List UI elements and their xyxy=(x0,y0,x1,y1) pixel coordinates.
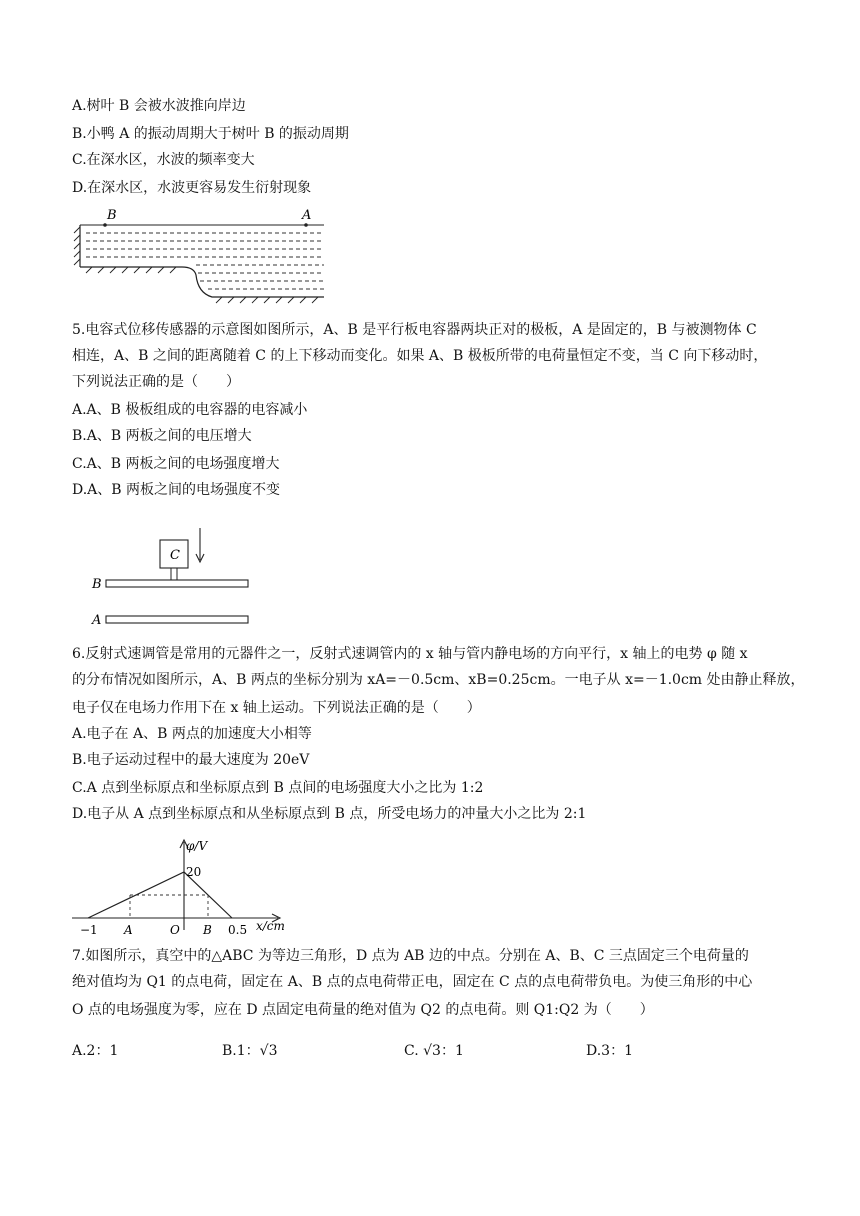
q5-option-b: B.A、B 两板之间的电压增大 xyxy=(72,428,252,444)
q7-stem-line-1: 7.如图所示，真空中的△ABC 为等边三角形，D 点为 AB 边的中点。分别在 A、B、C 三点固定三个电荷量的 xyxy=(72,948,749,964)
q4-option-c: C.在深水区，水波的频率变大 xyxy=(72,152,255,168)
q5-option-a: A.A、B 极板组成的电容器的电容减小 xyxy=(72,402,308,418)
plate-b xyxy=(106,580,248,587)
q5-stem-line-2: 相连，A、B 之间的距离随着 C 的上下移动而变化。如果 A、B 极板所带的电荷量恒定不变，当 C 向下移动时， xyxy=(72,348,768,364)
water-wave-figure xyxy=(72,205,334,307)
q7-option-c: C. √3：1 xyxy=(404,1043,464,1059)
tick-b: B xyxy=(203,923,212,937)
duck-a-dot xyxy=(304,223,308,227)
q6-stem-line-3: 电子仅在电场力作用下在 x 轴上运动。下列说法正确的是（ ） xyxy=(72,700,481,716)
q6-option-a: A.电子在 A、B 两点的加速度大小相等 xyxy=(72,726,312,742)
tick-neg1: −1 xyxy=(80,923,98,937)
tick-o: O xyxy=(170,923,180,937)
label-a-plate: A xyxy=(92,613,102,628)
q7-stem-line-2: 绝对值均为 Q1 的点电荷，固定在 A、B 点的点电荷带正电，固定在 C 点的点电荷带负电。为使三角形的中心 xyxy=(72,974,753,990)
q7-stem-line-3: O 点的电场强度为零，应在 D 点固定电荷量的绝对值为 Q2 的点电荷。则 Q1:Q2 为（ ） xyxy=(72,1002,654,1018)
label-c: C xyxy=(170,548,180,563)
q6-option-c: C.A 点到坐标原点和坐标原点到 B 点间的电场强度大小之比为 1:2 xyxy=(72,780,484,796)
tick-a: A xyxy=(124,923,133,937)
q7-option-d: D.3：1 xyxy=(586,1043,633,1059)
q7-option-b: B.1：√3 xyxy=(222,1043,278,1059)
q4-option-b: B.小鸭 A 的振动周期大于树叶 B 的振动周期 xyxy=(72,126,349,142)
q5-stem-line-3: 下列说法正确的是（ ） xyxy=(72,374,240,390)
x-axis-label: x/cm xyxy=(256,919,285,933)
q4-option-d: D.在深水区，水波更容易发生衍射现象 xyxy=(72,180,312,196)
leaf-b-dot xyxy=(103,223,107,227)
tick-05: 0.5 xyxy=(228,923,248,937)
q6-option-b: B.电子运动过程中的最大速度为 20eV xyxy=(72,752,310,768)
potential-graph xyxy=(70,838,290,938)
q5-option-c: C.A、B 两板之间的电场强度增大 xyxy=(72,456,280,472)
label-a: A xyxy=(302,208,312,223)
capacitor-sensor-figure xyxy=(86,522,256,632)
plate-a xyxy=(106,616,248,623)
y-axis-label: φ/V xyxy=(186,839,208,853)
q7-options-row xyxy=(72,1040,792,1060)
q5-option-d: D.A、B 两板之间的电场强度不变 xyxy=(72,482,281,498)
q6-option-d: D.电子从 A 点到坐标原点和从坐标原点到 B 点，所受电场力的冲量大小之比为 2:1 xyxy=(72,806,587,822)
label-b: B xyxy=(107,208,117,223)
q6-stem-line-1: 6.反射式速调管是常用的元器件之一，反射式速调管内的 x 轴与管内静电场的方向平行，x 轴上的电势 φ 随 x xyxy=(72,646,748,662)
q7-option-a: A.2：1 xyxy=(72,1043,119,1059)
label-b-plate: B xyxy=(92,577,102,592)
peak-label: 20 xyxy=(186,865,202,879)
q5-stem-line-1: 5.电容式位移传感器的示意图如图所示，A、B 是平行板电容器两块正对的极板，A 是固定的，B 与被测物体 C xyxy=(72,322,757,338)
q6-stem-line-2: 的分布情况如图所示，A、B 两点的坐标分别为 xA=－0.5cm、xB=0.25cm。一电子从 x=－1.0cm 处由静止释放， xyxy=(72,672,805,688)
q4-option-a: A.树叶 B 会被水波推向岸边 xyxy=(72,98,246,114)
